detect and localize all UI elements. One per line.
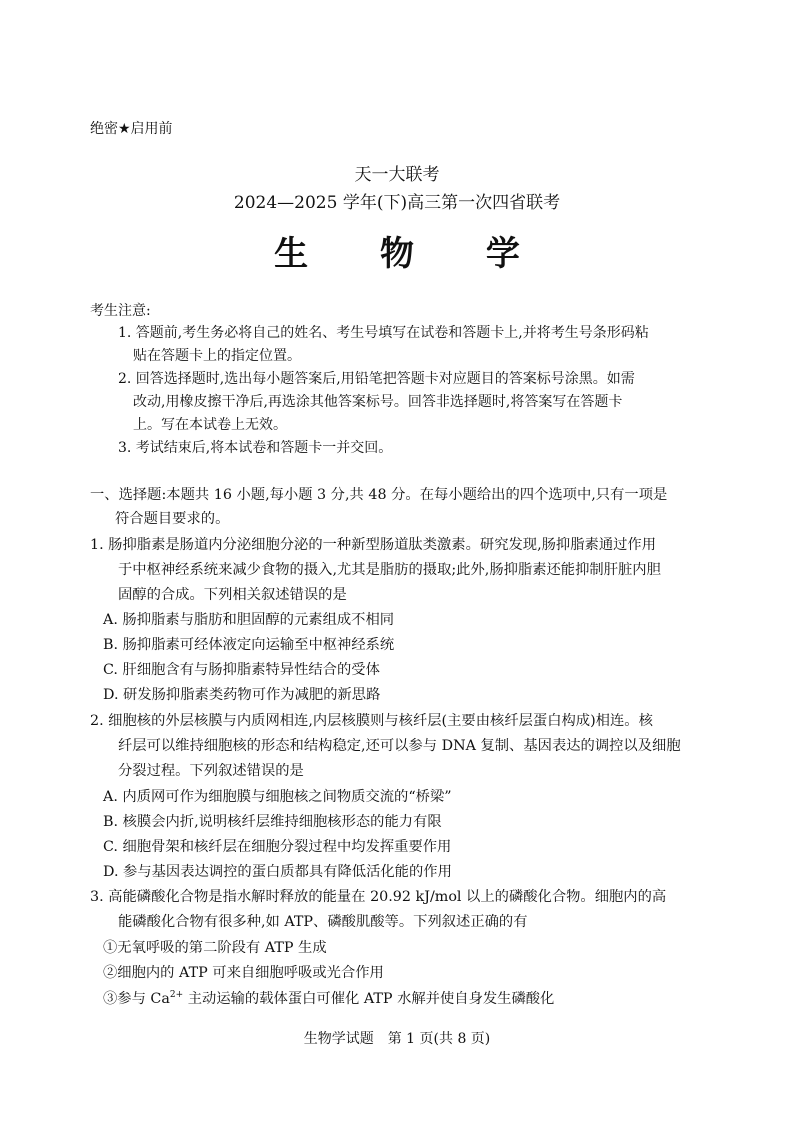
question-1-stem: 固醇的合成。下列相关叙述错误的是 xyxy=(118,587,347,603)
question-1-stem: 1. 肠抑脂素是肠道内分泌细胞分泌的一种新型肠道肽类激素。研究发现,肠抑脂素通过作用 xyxy=(90,537,657,553)
question-1-option: B. 肠抑脂素可经体液定向运输至中枢神经系统 xyxy=(103,637,395,653)
question-2-option: C. 细胞骨架和核纤层在细胞分裂过程中均发挥重要作用 xyxy=(103,839,452,855)
page-footer: 生物学试题 第 1 页(共 8 页) xyxy=(303,1031,491,1047)
question-3-item xyxy=(103,988,554,1008)
calcium-charge: 2+ xyxy=(169,990,184,1001)
question-3-stem: 能磷酸化合物有很多种,如 ATP、磷酸肌酸等。下列叙述正确的有 xyxy=(118,914,528,930)
notice-item: 1. 答题前,考生务必将自己的姓名、考生号填写在试卷和答题卡上,并将考生号条形码粘 xyxy=(118,325,649,341)
notice-item: 贴在答题卡上的指定位置。 xyxy=(133,348,301,364)
question-1-option: C. 肝细胞含有与肠抑脂素特异性结合的受体 xyxy=(103,662,380,678)
confidential-mark: 绝密★启用前 xyxy=(90,121,173,137)
exam-org: 天一大联考 xyxy=(354,165,440,185)
question-3-item: ②细胞内的 ATP 可来自细胞呼吸或光合作用 xyxy=(103,965,384,981)
question-3-item-text: 主动运输的载体蛋白可催化 ATP 水解并使自身发生磷酸化 xyxy=(183,991,555,1007)
question-2-option: A. 内质网可作为细胞膜与细胞核之间物质交流的“桥梁” xyxy=(103,789,452,805)
notice-item: 3. 考试结束后,将本试卷和答题卡一并交回。 xyxy=(118,440,393,456)
question-3-item: ①无氧呼吸的第二阶段有 ATP 生成 xyxy=(103,940,327,956)
notice-item: 2. 回答选择题时,选出每小题答案后,用铅笔把答题卡对应题目的答案标号涂黑。如需 xyxy=(118,371,635,387)
question-1-stem: 于中枢神经系统来减少食物的摄入,尤其是脂肪的摄取;此外,肠抑脂素还能抑制肝脏内胆 xyxy=(118,562,661,578)
question-2-option: D. 参与基因表达调控的蛋白质都具有降低活化能的作用 xyxy=(103,864,452,880)
section-heading: 一、选择题:本题共 16 小题,每小题 3 分,共 48 分。在每小题给出的四个选项中,只有一项是 xyxy=(90,487,668,503)
notice-item: 上。写在本试卷上无效。 xyxy=(133,417,287,433)
notice-item: 改动,用橡皮擦干净后,再选涂其他答案标号。回答非选择题时,将答案写在答题卡 xyxy=(133,394,623,410)
question-2-stem: 2. 细胞核的外层核膜与内质网相连,内层核膜则与核纤层(主要由核纤层蛋白构成)相连。核 xyxy=(90,713,653,729)
question-1-option: A. 肠抑脂素与脂肪和胆固醇的元素组成不相同 xyxy=(103,612,395,628)
question-2-stem: 分裂过程。下列叙述错误的是 xyxy=(118,763,304,779)
question-1-option: D. 研发肠抑脂素类药物可作为减肥的新思路 xyxy=(103,687,381,703)
exam-title: 2024—2025 学年(下)高三第一次四省联考 xyxy=(233,193,561,213)
question-3-item-text: ③参与 Ca xyxy=(103,991,170,1007)
notice-title: 考生注意: xyxy=(90,303,151,319)
question-3-stem: 3. 高能磷酸化合物是指水解时释放的能量在 20.92 kJ/mol 以上的磷酸化合物。细胞内的高 xyxy=(90,889,667,905)
question-2-stem: 纤层可以维持细胞核的形态和结构稳定,还可以参与 DNA 复制、基因表达的调控以及细胞 xyxy=(118,738,681,754)
subject-title: 生 物 学 xyxy=(274,234,550,274)
section-heading: 符合题目要求的。 xyxy=(115,511,230,527)
question-2-option: B. 核膜会内折,说明核纤层维持细胞核形态的能力有限 xyxy=(103,814,442,830)
